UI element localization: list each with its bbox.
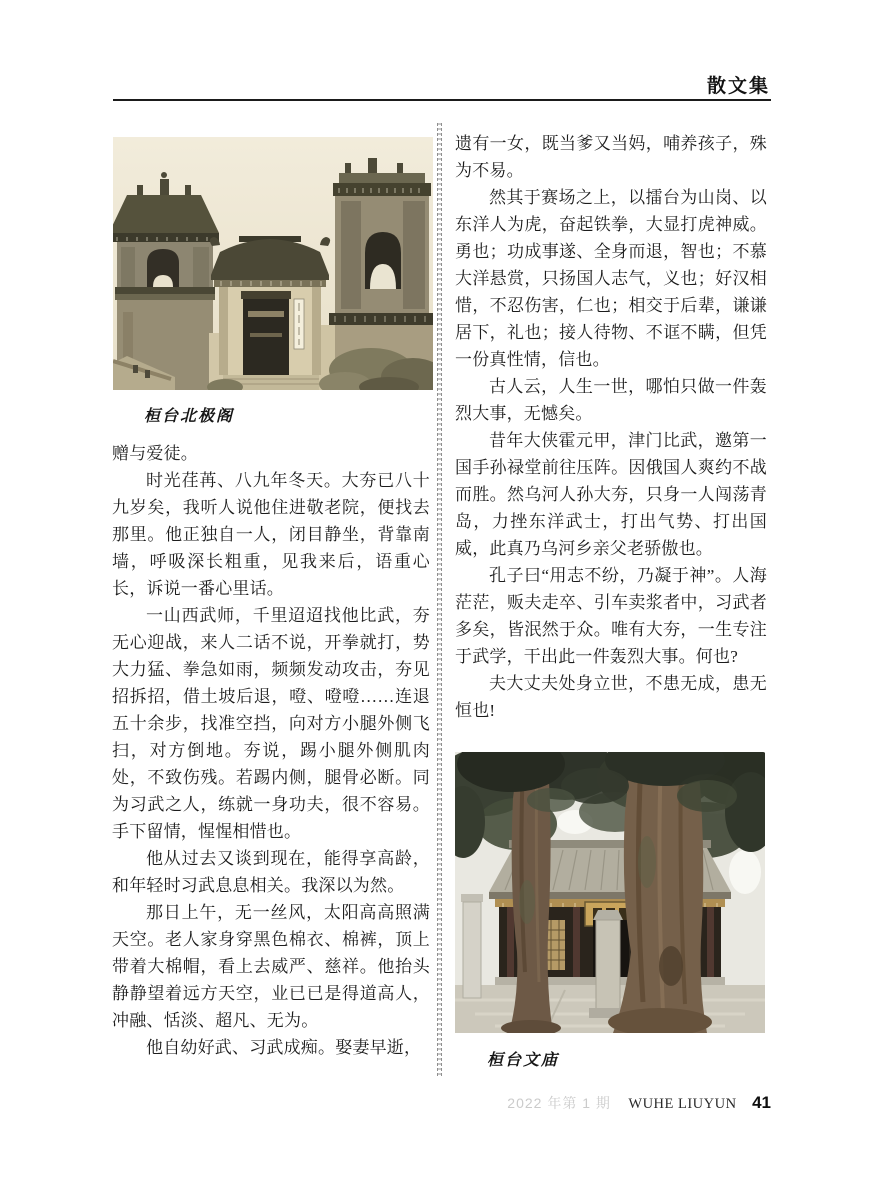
paragraph: 他自幼好武、习武成痴。娶妻早逝， bbox=[146, 1038, 422, 1057]
paragraph: 古人云，人生一世，哪怕只做一件轰烈大事，无憾矣。 bbox=[455, 377, 767, 423]
page-footer bbox=[113, 1093, 771, 1113]
left-text-column bbox=[112, 440, 430, 1061]
paragraph: 孔子曰“用志不纷，乃凝于神”。人海茫茫，贩夫走卒、引车卖浆者中，习武者多矣，皆泯然于众。唯有大夯，一生专注于武学，干出此一件轰烈大事。何也? bbox=[455, 566, 767, 666]
paragraph: 然其于赛场之上，以擂台为山岗、以东洋人为虎，奋起铁拳，大显打虎神威。勇也；功成事遂、全身而退，智也；不慕大洋悬赏，只扬国人志气，义也；好汉相惜，不忍伤害，仁也；相交于后辈，谦谦居下，礼也；接人待物、不诓不瞒，但凭一份真性情，信也。 bbox=[455, 188, 767, 369]
pavilion-photo-caption: 桓台北极阁 bbox=[144, 408, 235, 425]
paragraph: 他从过去又谈到现在，能得享高龄，和年轻时习武息息相关。我深以为然。 bbox=[112, 849, 430, 895]
footer-journal-name: WUHE LIUYUN bbox=[628, 1096, 737, 1112]
paragraph: 一山西武师，千里迢迢找他比武，夯无心迎战，来人二话不说，开拳就打，势大力猛、拳急如雨，频频发动攻击，夯见招拆招，借土坡后退，噔、噔噔……连退五十余步，找准空挡，向对方小腿外侧飞扫，对方倒地。夯说，踢小腿外侧肌肉处，不致伤残。若踢内侧，腿骨必断。同为习武之人，练就一身功夫，很不容易。手下留情，惺惺相惜也。 bbox=[112, 606, 430, 841]
page-header-section-title: 散文集 bbox=[706, 76, 770, 97]
paragraph: 时光荏苒、八九年冬天。大夯已八十九岁矣，我听人说他住进敬老院，便找去那里。他正独自一人，闭目静坐，背靠南墙，呼吸深长粗重，见我来后，语重心长，诉说一番心里话。 bbox=[112, 471, 430, 598]
stone-pillar bbox=[461, 894, 483, 998]
temple-photo-caption: 桓台文庙 bbox=[487, 1052, 560, 1069]
paragraph: 遗有一女，既当爹又当妈，哺养孩子，殊为不易。 bbox=[455, 134, 767, 180]
paragraph: 夫大丈夫处身立世，不患无成，患无恒也! bbox=[455, 674, 767, 720]
right-text-column bbox=[455, 130, 767, 724]
column-divider bbox=[437, 123, 442, 1076]
paragraph: 那日上午，无一丝风，太阳高高照满天空。老人家身穿黑色棉衣、棉裤，顶上带着大棉帽，看上去威严、慈祥。他抬头静静望着远方天空，业已已是得道高人，冲融、恬淡、超凡、无为。 bbox=[112, 903, 430, 1030]
footer-issue: 2022 年第 1 期 bbox=[507, 1095, 611, 1111]
temple-photo bbox=[455, 752, 765, 1033]
footer-page-number: 41 bbox=[752, 1093, 771, 1112]
pavilion-photo bbox=[113, 137, 433, 390]
center-gate bbox=[210, 236, 330, 390]
header-rule bbox=[113, 99, 771, 101]
paragraph: 赠与爱徒。 bbox=[112, 444, 198, 463]
paragraph: 昔年大侠霍元甲，津门比武，邀第一国手孙禄堂前往压阵。因俄国人爽约不战而胜。然乌河人孙大夯，只身一人闯荡青岛，力挫东洋武士，打出气势、打出国威，此真乃乌河乡亲父老骄傲也。 bbox=[455, 431, 767, 558]
